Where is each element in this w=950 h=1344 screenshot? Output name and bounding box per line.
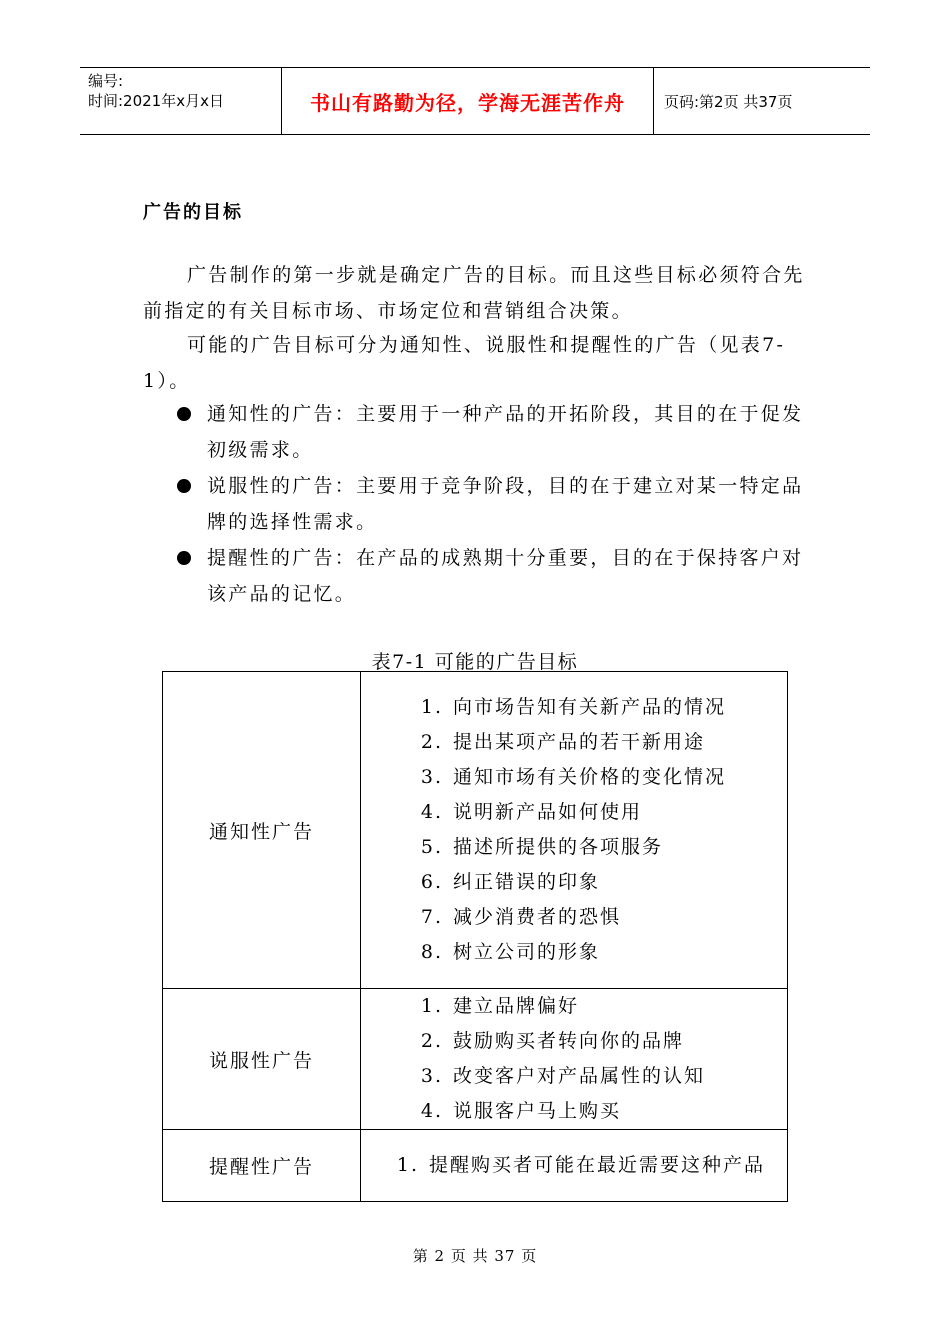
item-number: 8.	[420, 941, 443, 963]
bullet-text: 提醒性的广告：在产品的成熟期十分重要，目的在于保持客户对该产品的记忆。	[207, 547, 804, 605]
list-item	[361, 900, 787, 935]
list-item	[361, 1024, 787, 1059]
item-text: 改变客户对产品属性的认知	[453, 1065, 706, 1087]
category-cell: 说服性广告	[163, 989, 361, 1130]
items-cell	[361, 1130, 788, 1202]
item-number: 7.	[420, 906, 443, 928]
item-number: 3.	[420, 1065, 443, 1087]
header-meta	[80, 68, 282, 134]
items-cell	[361, 672, 788, 989]
header-motto-cell	[282, 68, 654, 134]
item-number: 6.	[420, 871, 443, 893]
item-text: 说明新产品如何使用	[453, 801, 643, 823]
list-item	[361, 690, 787, 725]
number-label: 编号:	[88, 72, 124, 90]
bullet-list	[175, 396, 815, 612]
table-row	[163, 989, 788, 1130]
list-item	[175, 468, 815, 540]
bullet-text: 说服性的广告：主要用于竞争阶段，目的在于建立对某一特定品牌的选择性需求。	[207, 475, 804, 533]
item-number: 5.	[420, 836, 443, 858]
category-cell: 提醒性广告	[163, 1130, 361, 1202]
list-item	[361, 1094, 787, 1129]
item-text: 向市场告知有关新产品的情况	[453, 696, 727, 718]
paragraph-text: 广告制作的第一步就是确定广告的目标。而且这些目标必须符合先前指定的有关目标市场、市场定位和营销组合决策。	[143, 264, 805, 322]
bullet-icon	[177, 551, 191, 565]
item-text: 建立品牌偏好	[453, 995, 580, 1017]
bullet-icon	[177, 407, 191, 421]
item-number: 3.	[420, 766, 443, 788]
list-item	[175, 540, 815, 612]
list-item	[361, 935, 787, 970]
table-row	[163, 672, 788, 989]
item-text: 纠正错误的印象	[453, 871, 601, 893]
item-number: 4.	[420, 801, 443, 823]
motto: 书山有路勤为径，学海无涯苦作舟	[310, 90, 625, 115]
items-cell	[361, 989, 788, 1130]
item-number: 4.	[420, 1100, 443, 1122]
item-text: 说服客户马上购买	[453, 1100, 622, 1122]
section-title: 广告的目标	[143, 202, 243, 223]
list-item	[361, 760, 787, 795]
item-text: 通知市场有关价格的变化情况	[453, 766, 727, 788]
list-item	[361, 725, 787, 760]
bullet-text: 通知性的广告：主要用于一种产品的开拓阶段，其目的在于促发初级需求。	[207, 403, 804, 461]
list-item	[361, 1148, 787, 1183]
objectives-table	[162, 671, 788, 1202]
header-page-cell	[654, 68, 870, 134]
list-item	[361, 865, 787, 900]
list-item	[361, 1059, 787, 1094]
list-item	[361, 989, 787, 1024]
table-caption: 表7-1 可能的广告目标	[371, 651, 579, 673]
page-footer: 第 2 页 共 37 页	[412, 1247, 538, 1265]
page-header	[80, 67, 870, 135]
paragraph-text: 可能的广告目标可分为通知性、说服性和提醒性的广告（见表7-1）。	[143, 334, 786, 392]
item-number: 1.	[420, 696, 443, 718]
category-cell: 通知性广告	[163, 672, 361, 989]
list-item	[361, 795, 787, 830]
list-item	[175, 396, 815, 468]
item-number: 2.	[420, 1030, 443, 1052]
table-row	[163, 1130, 788, 1202]
item-text: 减少消费者的恐惧	[453, 906, 622, 928]
time-label: 时间:2021年x月x日	[88, 92, 224, 110]
item-text: 树立公司的形象	[453, 941, 601, 963]
paragraph	[143, 257, 813, 329]
item-text: 提出某项产品的若干新用途	[453, 731, 706, 753]
list-item	[361, 830, 787, 865]
item-number: 2.	[420, 731, 443, 753]
page-code: 页码:第2页 共37页	[664, 92, 793, 111]
bullet-icon	[177, 479, 191, 493]
item-number: 1.	[420, 995, 443, 1017]
item-number: 1.	[396, 1154, 419, 1176]
item-text: 提醒购买者可能在最近需要这种产品	[429, 1154, 766, 1176]
paragraph	[143, 327, 813, 399]
item-text: 鼓励购买者转向你的品牌	[453, 1030, 685, 1052]
item-text: 描述所提供的各项服务	[453, 836, 664, 858]
